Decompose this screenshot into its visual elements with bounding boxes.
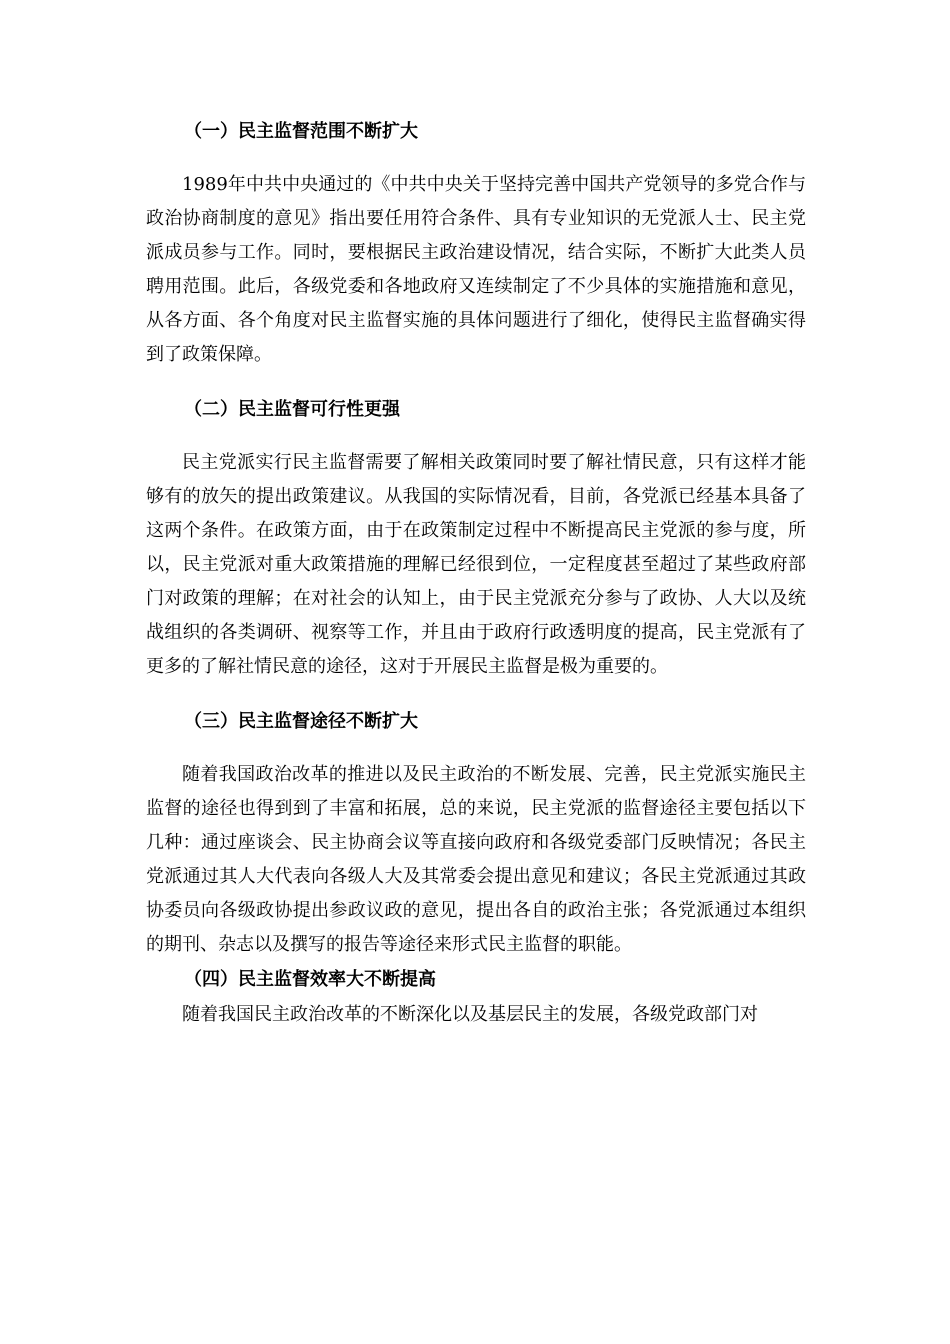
document-body [146,116,806,1032]
section-heading-3: （三）民主监督途径不断扩大 [184,711,418,732]
section-heading-2: （二）民主监督可行性更强 [184,399,400,420]
section-paragraph-2: 民主党派实行民主监督需要了解相关政策同时要了解社情民意，只有这样才能够有的放矢的提出政策建议。从我国的实际情况看，目前，各党派已经基本具备了这两个条件。在政策方面，由于在政策制定过程中不断提高民主党派的参与度，所以，民主党派对重大政策措施的理解已经很到位，一定程度甚至超过了某些政府部门对政策的理解；在对社会的认知上，由于民主党派充分参与了政协、人大以及统战组织的各类调研、视察等工作，并且由于政府行政透明度的提高，民主党派有了更多的了解社情民意的途径，这对于开展民主监督是极为重要的。 [146,452,806,677]
section-heading-1: （一）民主监督范围不断扩大 [184,121,418,142]
section-heading-4: （四）民主监督效率大不断提高 [184,969,436,990]
section-paragraph-4: 随着我国民主政治改革的不断深化以及基层民主的发展，各级党政部门对 [182,1004,758,1025]
section-paragraph-3: 随着我国政治改革的推进以及民主政治的不断发展、完善，民主党派实施民主监督的途径也得到到了丰富和拓展，总的来说，民主党派的监督途径主要包括以下几种：通过座谈会、民主协商会议等直接向政府和各级党委部门反映情况；各民主党派通过其人大代表向各级人大及其常委会提出意见和建议；各民主党派通过其政协委员向各级政协提出参政议政的意见，提出各自的政治主张；各党派通过本组织的期刊、杂志以及撰写的报告等途径来形式民主监督的职能。 [146,764,806,955]
section-paragraph-1: 1989年中共中央通过的《中共中央关于坚持完善中国共产党领导的多党合作与政治协商制度的意见》指出要任用符合条件、具有专业知识的无党派人士、民主党派成员参与工作。同时，要根据民主政治建设情况，结合实际，不断扩大此类人员聘用范围。此后，各级党委和各地政府又连续制定了不少具体的实施措施和意见，从各方面、各个角度对民主监督实施的具体问题进行了细化，使得民主监督确实得到了政策保障。 [146,174,806,365]
